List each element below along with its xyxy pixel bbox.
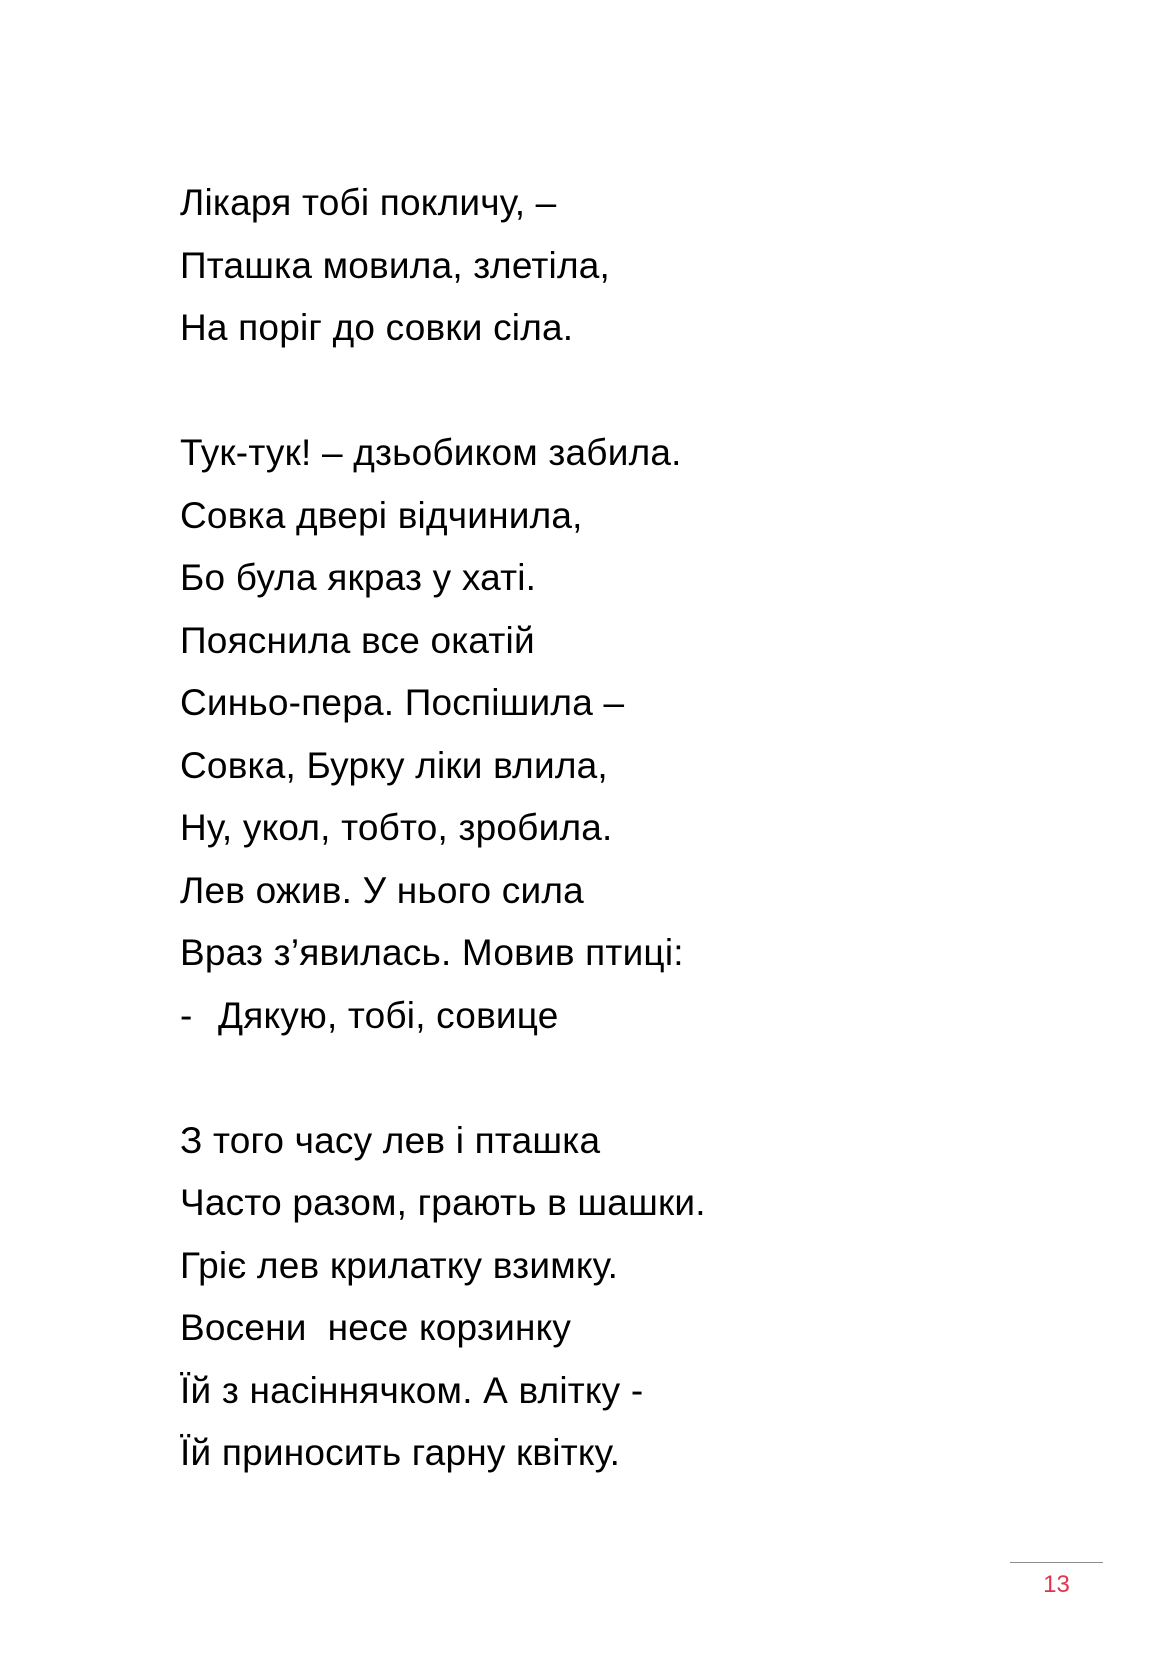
poem-line: Їй приносить гарну квітку. xyxy=(180,1432,621,1473)
poem xyxy=(180,172,1080,1485)
footer-divider xyxy=(1010,1562,1103,1563)
stanza-3 xyxy=(180,1110,1080,1485)
poem-line: Лев ожив. У нього сила xyxy=(180,869,584,911)
poem-line: Тук-тук! – дзьобиком забила. xyxy=(180,432,682,473)
page-number: 13 xyxy=(1043,1571,1070,1598)
poem-line: Пояснила все окатій xyxy=(180,619,535,661)
poem-line: Синьо-пера. Поспішила – xyxy=(180,682,625,723)
dialogue-line xyxy=(180,985,1080,1048)
stanza-gap xyxy=(180,360,1080,423)
poem-line: Враз з’явилась. Мовив птиці: xyxy=(180,932,684,973)
poem-line: З того часу лев і пташка xyxy=(180,1119,601,1161)
poem-line: Лікаря тобі покличу, – xyxy=(180,182,557,223)
poem-line: На поріг до совки сіла. xyxy=(180,307,574,348)
poem-line: Восени несе корзинку xyxy=(180,1307,572,1348)
poem-line: Часто разом, грають в шашки. xyxy=(180,1182,706,1223)
stanza-2 xyxy=(180,422,1080,1047)
poem-line: Гріє лев крилатку взимку. xyxy=(180,1244,619,1286)
poem-line: Совка, Бурку ліки влила, xyxy=(180,744,608,786)
stanza-1 xyxy=(180,172,1080,360)
stanza-gap xyxy=(180,1047,1080,1110)
poem-line: Їй з насіннячком. А влітку - xyxy=(180,1369,644,1411)
poem-line: Пташка мовила, злетіла, xyxy=(180,244,611,286)
poem-line: Бо була якраз у хаті. xyxy=(180,557,537,598)
dialogue-dash: - xyxy=(180,994,193,1036)
poem-line: Совка двері відчинила, xyxy=(180,494,583,536)
poem-line: Ну, укол, тобто, зробила. xyxy=(180,807,613,848)
dialogue-text: Дякую, тобі, совице xyxy=(218,994,559,1036)
